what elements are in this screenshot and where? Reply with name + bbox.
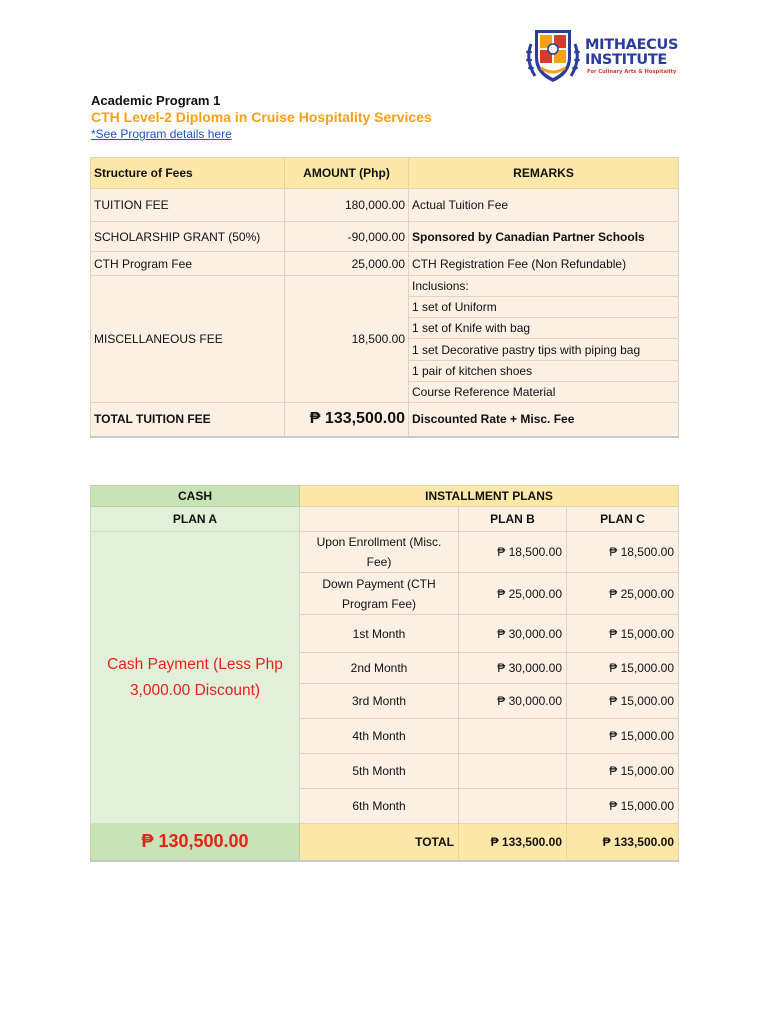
schedule-label: 1st Month: [300, 615, 459, 653]
total-remark: Discounted Rate + Misc. Fee: [409, 403, 679, 437]
schedule-label: 4th Month: [300, 719, 459, 754]
fee-amount: -90,000.00: [285, 222, 409, 252]
installment-header: INSTALLMENT PLANS: [300, 486, 679, 507]
schedule-label: Down Payment (CTH Program Fee): [300, 573, 459, 615]
plan-b-amount: ₱ 30,000.00: [459, 684, 567, 719]
fee-label: SCHOLARSHIP GRANT (50%): [91, 222, 285, 252]
fee-row-misc: [91, 276, 679, 297]
misc-inclusion: Inclusions:: [409, 276, 679, 297]
misc-inclusion: 1 set Decorative pastry tips with piping bag: [409, 339, 679, 361]
fee-remark: CTH Registration Fee (Non Refundable): [409, 252, 679, 276]
plan-b-total: ₱ 133,500.00: [459, 824, 567, 861]
plan-b-amount: ₱ 25,000.00: [459, 573, 567, 615]
program-label: Academic Program 1: [91, 93, 221, 108]
plan-c-amount: ₱ 15,000.00: [567, 719, 679, 754]
fee-amount: 18,500.00: [285, 276, 409, 403]
misc-inclusion: 1 pair of kitchen shoes: [409, 361, 679, 382]
plan-c-header: PLAN C: [567, 507, 679, 532]
schedule-label: 5th Month: [300, 754, 459, 789]
plan-c-amount: ₱ 15,000.00: [567, 789, 679, 824]
plan-a-header: PLAN A: [91, 507, 300, 532]
total-label: TOTAL: [300, 824, 459, 861]
misc-inclusion: Course Reference Material: [409, 382, 679, 403]
payment-header-row: [91, 486, 679, 507]
shield-crest-icon: [523, 24, 583, 86]
plan-c-amount: ₱ 25,000.00: [567, 573, 679, 615]
plan-header-row: [91, 507, 679, 532]
institute-logo: [521, 24, 686, 86]
schedule-label: Upon Enrollment (Misc. Fee): [300, 532, 459, 573]
header-remarks: REMARKS: [409, 158, 679, 189]
cash-total: ₱ 130,500.00: [91, 824, 300, 861]
plan-b-amount: ₱ 30,000.00: [459, 615, 567, 653]
total-amount: ₱ 133,500.00: [285, 403, 409, 437]
fee-amount: 180,000.00: [285, 189, 409, 222]
logo-name-line1: MITHAECUS: [585, 37, 679, 53]
fee-remark: Actual Tuition Fee: [409, 189, 679, 222]
plan-b-amount: [459, 754, 567, 789]
fee-row-tuition: [91, 189, 679, 222]
plan-b-amount: ₱ 18,500.00: [459, 532, 567, 573]
misc-inclusion: 1 set of Uniform: [409, 297, 679, 318]
fee-row-total: [91, 403, 679, 437]
fee-label: CTH Program Fee: [91, 252, 285, 276]
header-structure: Structure of Fees: [91, 158, 285, 189]
fee-label: MISCELLANEOUS FEE: [91, 276, 285, 403]
plan-c-amount: ₱ 15,000.00: [567, 754, 679, 789]
header-amount: AMOUNT (Php): [285, 158, 409, 189]
schedule-label: 6th Month: [300, 789, 459, 824]
plan-b-amount: ₱ 30,000.00: [459, 653, 567, 684]
plan-b-header: PLAN B: [459, 507, 567, 532]
cash-payment-note: Cash Payment (Less Php 3,000.00 Discount): [91, 532, 300, 824]
program-title: CTH Level-2 Diploma in Cruise Hospitality Services: [91, 109, 432, 125]
plan-c-amount: ₱ 18,500.00: [567, 532, 679, 573]
plan-c-amount: ₱ 15,000.00: [567, 684, 679, 719]
logo-name-line2: INSTITUTE: [585, 52, 668, 68]
payment-total-row: [91, 824, 679, 861]
fee-structure-table: [90, 157, 679, 438]
plan-b-amount: [459, 789, 567, 824]
plan-c-amount: ₱ 15,000.00: [567, 653, 679, 684]
cash-header: CASH: [91, 486, 300, 507]
plan-b-amount: [459, 719, 567, 754]
total-label: TOTAL TUITION FEE: [91, 403, 285, 437]
fee-row-scholarship: [91, 222, 679, 252]
schedule-row: [91, 532, 679, 573]
schedule-label: 2nd Month: [300, 653, 459, 684]
fee-label: TUITION FEE: [91, 189, 285, 222]
plan-c-total: ₱ 133,500.00: [567, 824, 679, 861]
fee-table-header: [91, 158, 679, 189]
payment-plans-table: [90, 485, 679, 862]
fee-amount: 25,000.00: [285, 252, 409, 276]
fee-row-cth: [91, 252, 679, 276]
misc-inclusion: 1 set of Knife with bag: [409, 318, 679, 339]
program-details-link[interactable]: *See Program details here: [91, 127, 232, 141]
logo-tagline: For Culinary Arts & Hospitality: [587, 69, 677, 75]
plan-blank-header: [300, 507, 459, 532]
fee-remark: Sponsored by Canadian Partner Schools: [409, 222, 679, 252]
schedule-label: 3rd Month: [300, 684, 459, 719]
plan-c-amount: ₱ 15,000.00: [567, 615, 679, 653]
